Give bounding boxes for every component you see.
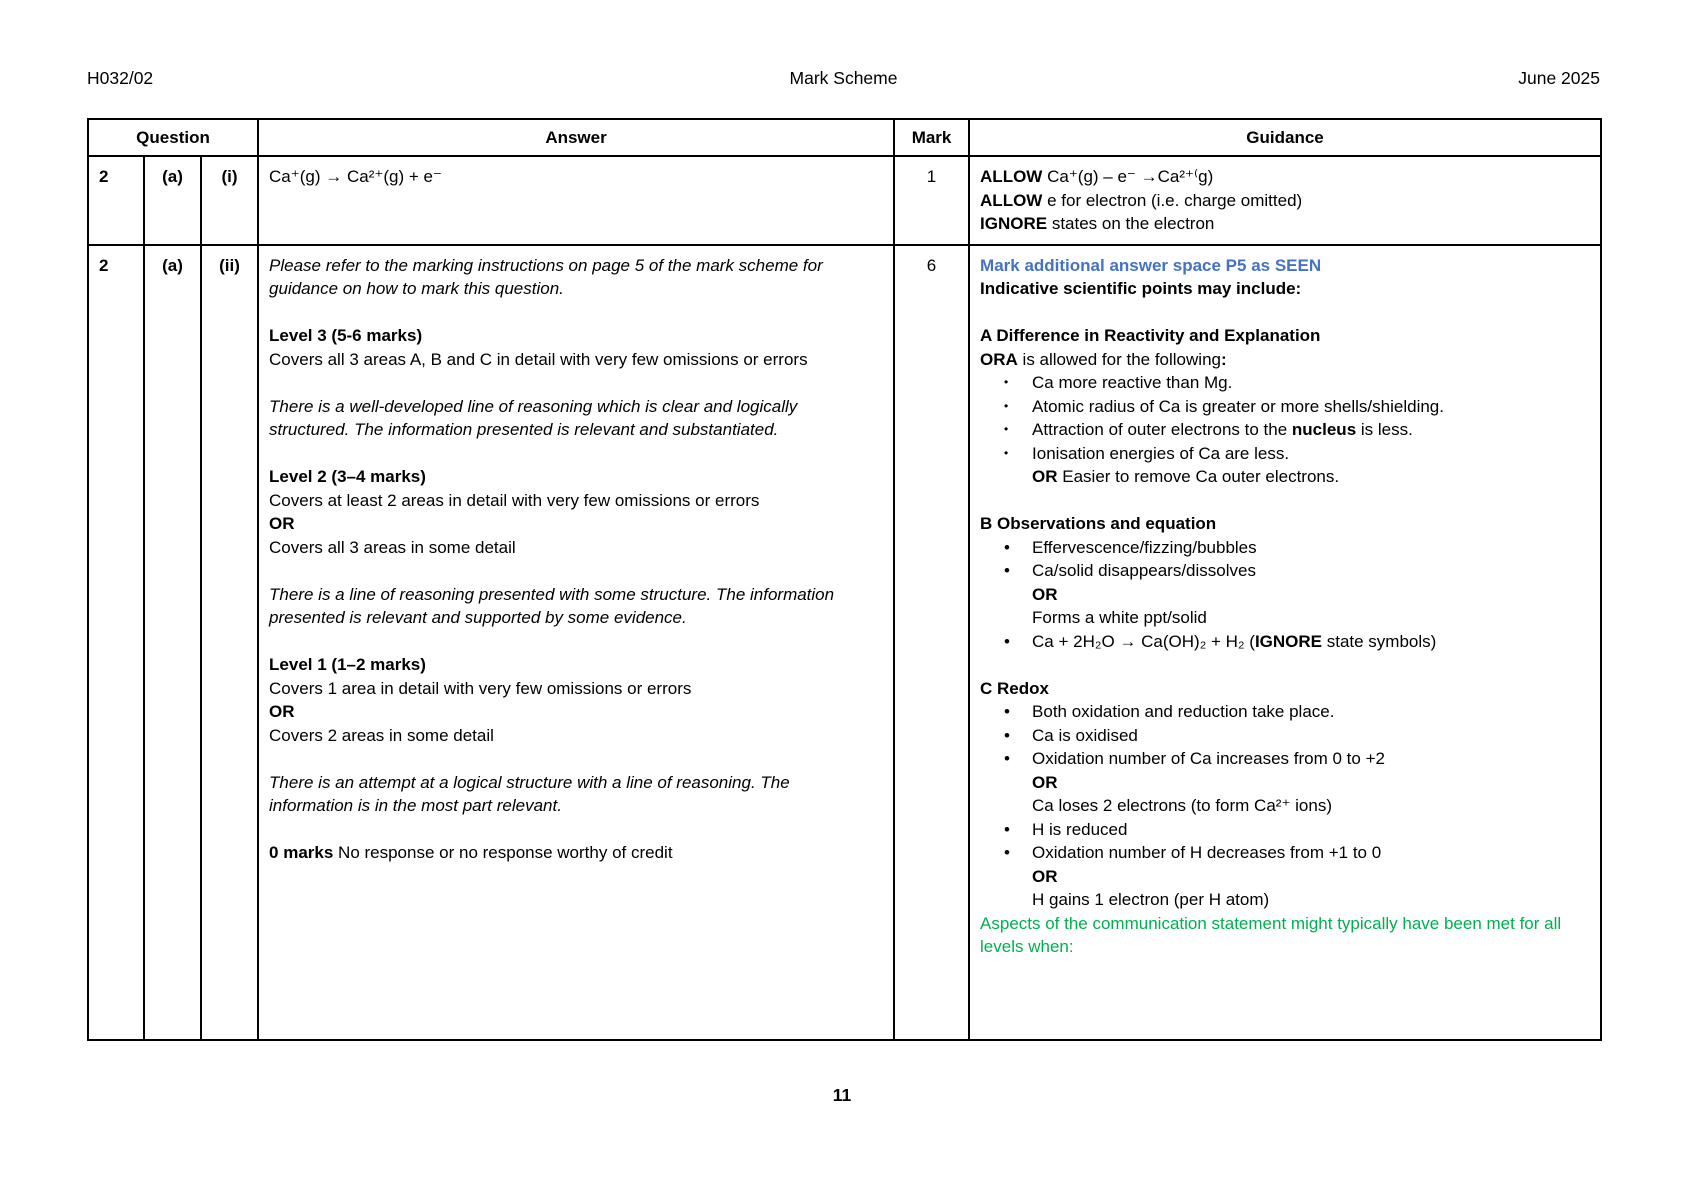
text-line — [980, 489, 1580, 513]
question-roman-cell: (i) — [201, 156, 258, 245]
text-line: H gains 1 electron (per H atom) — [1032, 890, 1270, 909]
question-number-cell: 2 — [88, 156, 144, 245]
text-line: Level 3 (5-6 marks) — [269, 326, 423, 345]
question-roman-cell: (ii) — [201, 245, 258, 1040]
text-line: Level 1 (1–2 marks) — [269, 655, 426, 674]
text-line — [980, 653, 1580, 677]
text-line: There is a line of reasoning presented with some structure. The information presented is relevant and supported by some evidence. — [269, 584, 835, 627]
text-line: There is an attempt at a logical structure with a line of reasoning. The information is in the most part relevant. — [269, 772, 790, 815]
question-part-cell: (a) — [144, 245, 201, 1040]
bullet-line: • Both oxidation and reduction take place. — [980, 700, 1580, 724]
mark-cell: 1 — [894, 156, 969, 245]
doc-title: Mark Scheme — [789, 68, 898, 88]
guidance-cell — [969, 156, 1601, 245]
col-header-mark: Mark — [894, 119, 969, 156]
text-line — [269, 747, 847, 771]
bullet-icon: • — [1004, 819, 1010, 839]
text-line: OR Easier to remove Ca outer electrons. — [1032, 467, 1340, 486]
bullet-line: • Ca more reactive than Mg. — [980, 371, 1580, 395]
page-number: 11 — [832, 1085, 852, 1105]
guidance-content — [980, 254, 1580, 959]
col-header-answer: Answer — [258, 119, 894, 156]
text-line: Level 2 (3–4 marks) — [269, 467, 426, 486]
text-line: Covers 2 areas in some detail — [269, 725, 494, 745]
text-line: OR — [269, 514, 295, 533]
table-row — [88, 156, 1601, 245]
col-header-question: Question — [88, 119, 258, 156]
text-line: OR — [1032, 866, 1058, 886]
guidance-content — [980, 165, 1580, 236]
text-line: C Redox — [980, 678, 1049, 698]
mark-scheme-table — [87, 118, 1602, 1041]
text-line: Forms a white ppt/solid — [1032, 608, 1207, 627]
text-line: OR — [269, 702, 295, 721]
text-line: Aspects of the communication statement might typically have been met for all levels when: — [980, 913, 1562, 956]
bullet-line: • Effervescence/fizzing/bubbles — [980, 536, 1580, 560]
bullet-line: • Ca/solid disappears/dissolves — [980, 559, 1580, 583]
text-line: Ca⁺(g) → Ca²⁺(g) + e⁻ — [269, 167, 442, 186]
text-line: Covers at least 2 areas in detail with very few omissions or errors — [269, 490, 760, 510]
text-line: ALLOW e for electron (i.e. charge omitted) — [980, 190, 1303, 210]
text-line: Covers all 3 areas A, B and C in detail with very few omissions or errors — [269, 349, 808, 369]
text-line — [269, 301, 847, 325]
doc-date: June 2025 — [1518, 68, 1600, 88]
bullet-icon: • — [1004, 375, 1009, 389]
text-line — [269, 442, 847, 466]
answer-cell — [258, 156, 894, 245]
bullet-line: • Ca is oxidised — [980, 724, 1580, 748]
bullet-line: • Ionisation energies of Ca are less. — [980, 442, 1580, 466]
answer-content — [269, 165, 847, 189]
bullet-line: • H is reduced — [980, 818, 1580, 842]
doc-code: H032/02 — [87, 68, 154, 88]
question-number-cell: 2 — [88, 245, 144, 1040]
col-header-guidance: Guidance — [969, 119, 1601, 156]
bullet-line: • Atomic radius of Ca is greater or more shells/shielding. — [980, 395, 1580, 419]
text-line: Indicative scientific points may include: — [980, 279, 1302, 298]
bullet-line: • Oxidation number of H decreases from +1 to 0 — [980, 841, 1580, 865]
text-line — [269, 559, 847, 583]
bullet-icon: • — [1004, 631, 1010, 651]
bullet-icon: • — [1004, 445, 1009, 460]
text-line: 0 marks No response or no response worthy of credit — [269, 843, 673, 862]
bullet-icon: • — [1004, 843, 1010, 862]
bullet-icon: • — [1004, 561, 1010, 580]
text-line: ORA is allowed for the following: — [980, 349, 1227, 369]
bullet-icon: • — [1004, 725, 1010, 745]
text-line: Mark additional answer space P5 as SEEN — [980, 255, 1322, 275]
guidance-cell — [969, 245, 1601, 1040]
text-line — [269, 630, 847, 654]
answer-content — [269, 254, 847, 865]
table-row — [88, 245, 1601, 1040]
bullet-line: • Oxidation number of Ca increases from 0 to +2 — [980, 747, 1580, 771]
bullet-icon: • — [1004, 749, 1010, 768]
text-line: A Difference in Reactivity and Explanation — [980, 326, 1321, 345]
text-line: There is a well-developed line of reasoning which is clear and logically structured. The information presented is relevant and substantiated. — [269, 396, 798, 439]
bullet-icon: • — [1004, 702, 1010, 721]
answer-cell — [258, 245, 894, 1040]
text-line: Ca loses 2 electrons (to form Ca²⁺ ions) — [1032, 796, 1332, 815]
text-line — [980, 301, 1580, 325]
text-line: B Observations and equation — [980, 514, 1217, 533]
text-line: ALLOW Ca⁺(g) – e⁻ →Ca²⁺⁽g) — [980, 167, 1214, 186]
table-header-row — [88, 119, 1601, 156]
text-line: Covers all 3 areas in some detail — [269, 537, 516, 557]
text-line: IGNORE states on the electron — [980, 214, 1215, 233]
text-line: OR — [1032, 584, 1058, 604]
text-line: OR — [1032, 772, 1058, 792]
bullet-icon: • — [1004, 398, 1009, 413]
text-line: Please refer to the marking instructions on page 5 of the mark scheme for guidance on how to mark this question. — [269, 255, 823, 298]
bullet-icon: • — [1004, 422, 1009, 436]
bullet-icon: • — [1004, 537, 1010, 557]
bullet-line: • Ca + 2H₂O → Ca(OH)₂ + H₂ (IGNORE state symbols) — [980, 630, 1580, 654]
text-line — [269, 818, 847, 842]
mark-cell: 6 — [894, 245, 969, 1040]
text-line — [269, 371, 847, 395]
text-line: Covers 1 area in detail with very few omissions or errors — [269, 678, 692, 698]
bullet-line: • Attraction of outer electrons to the nucleus is less. — [980, 418, 1580, 442]
question-part-cell: (a) — [144, 156, 201, 245]
